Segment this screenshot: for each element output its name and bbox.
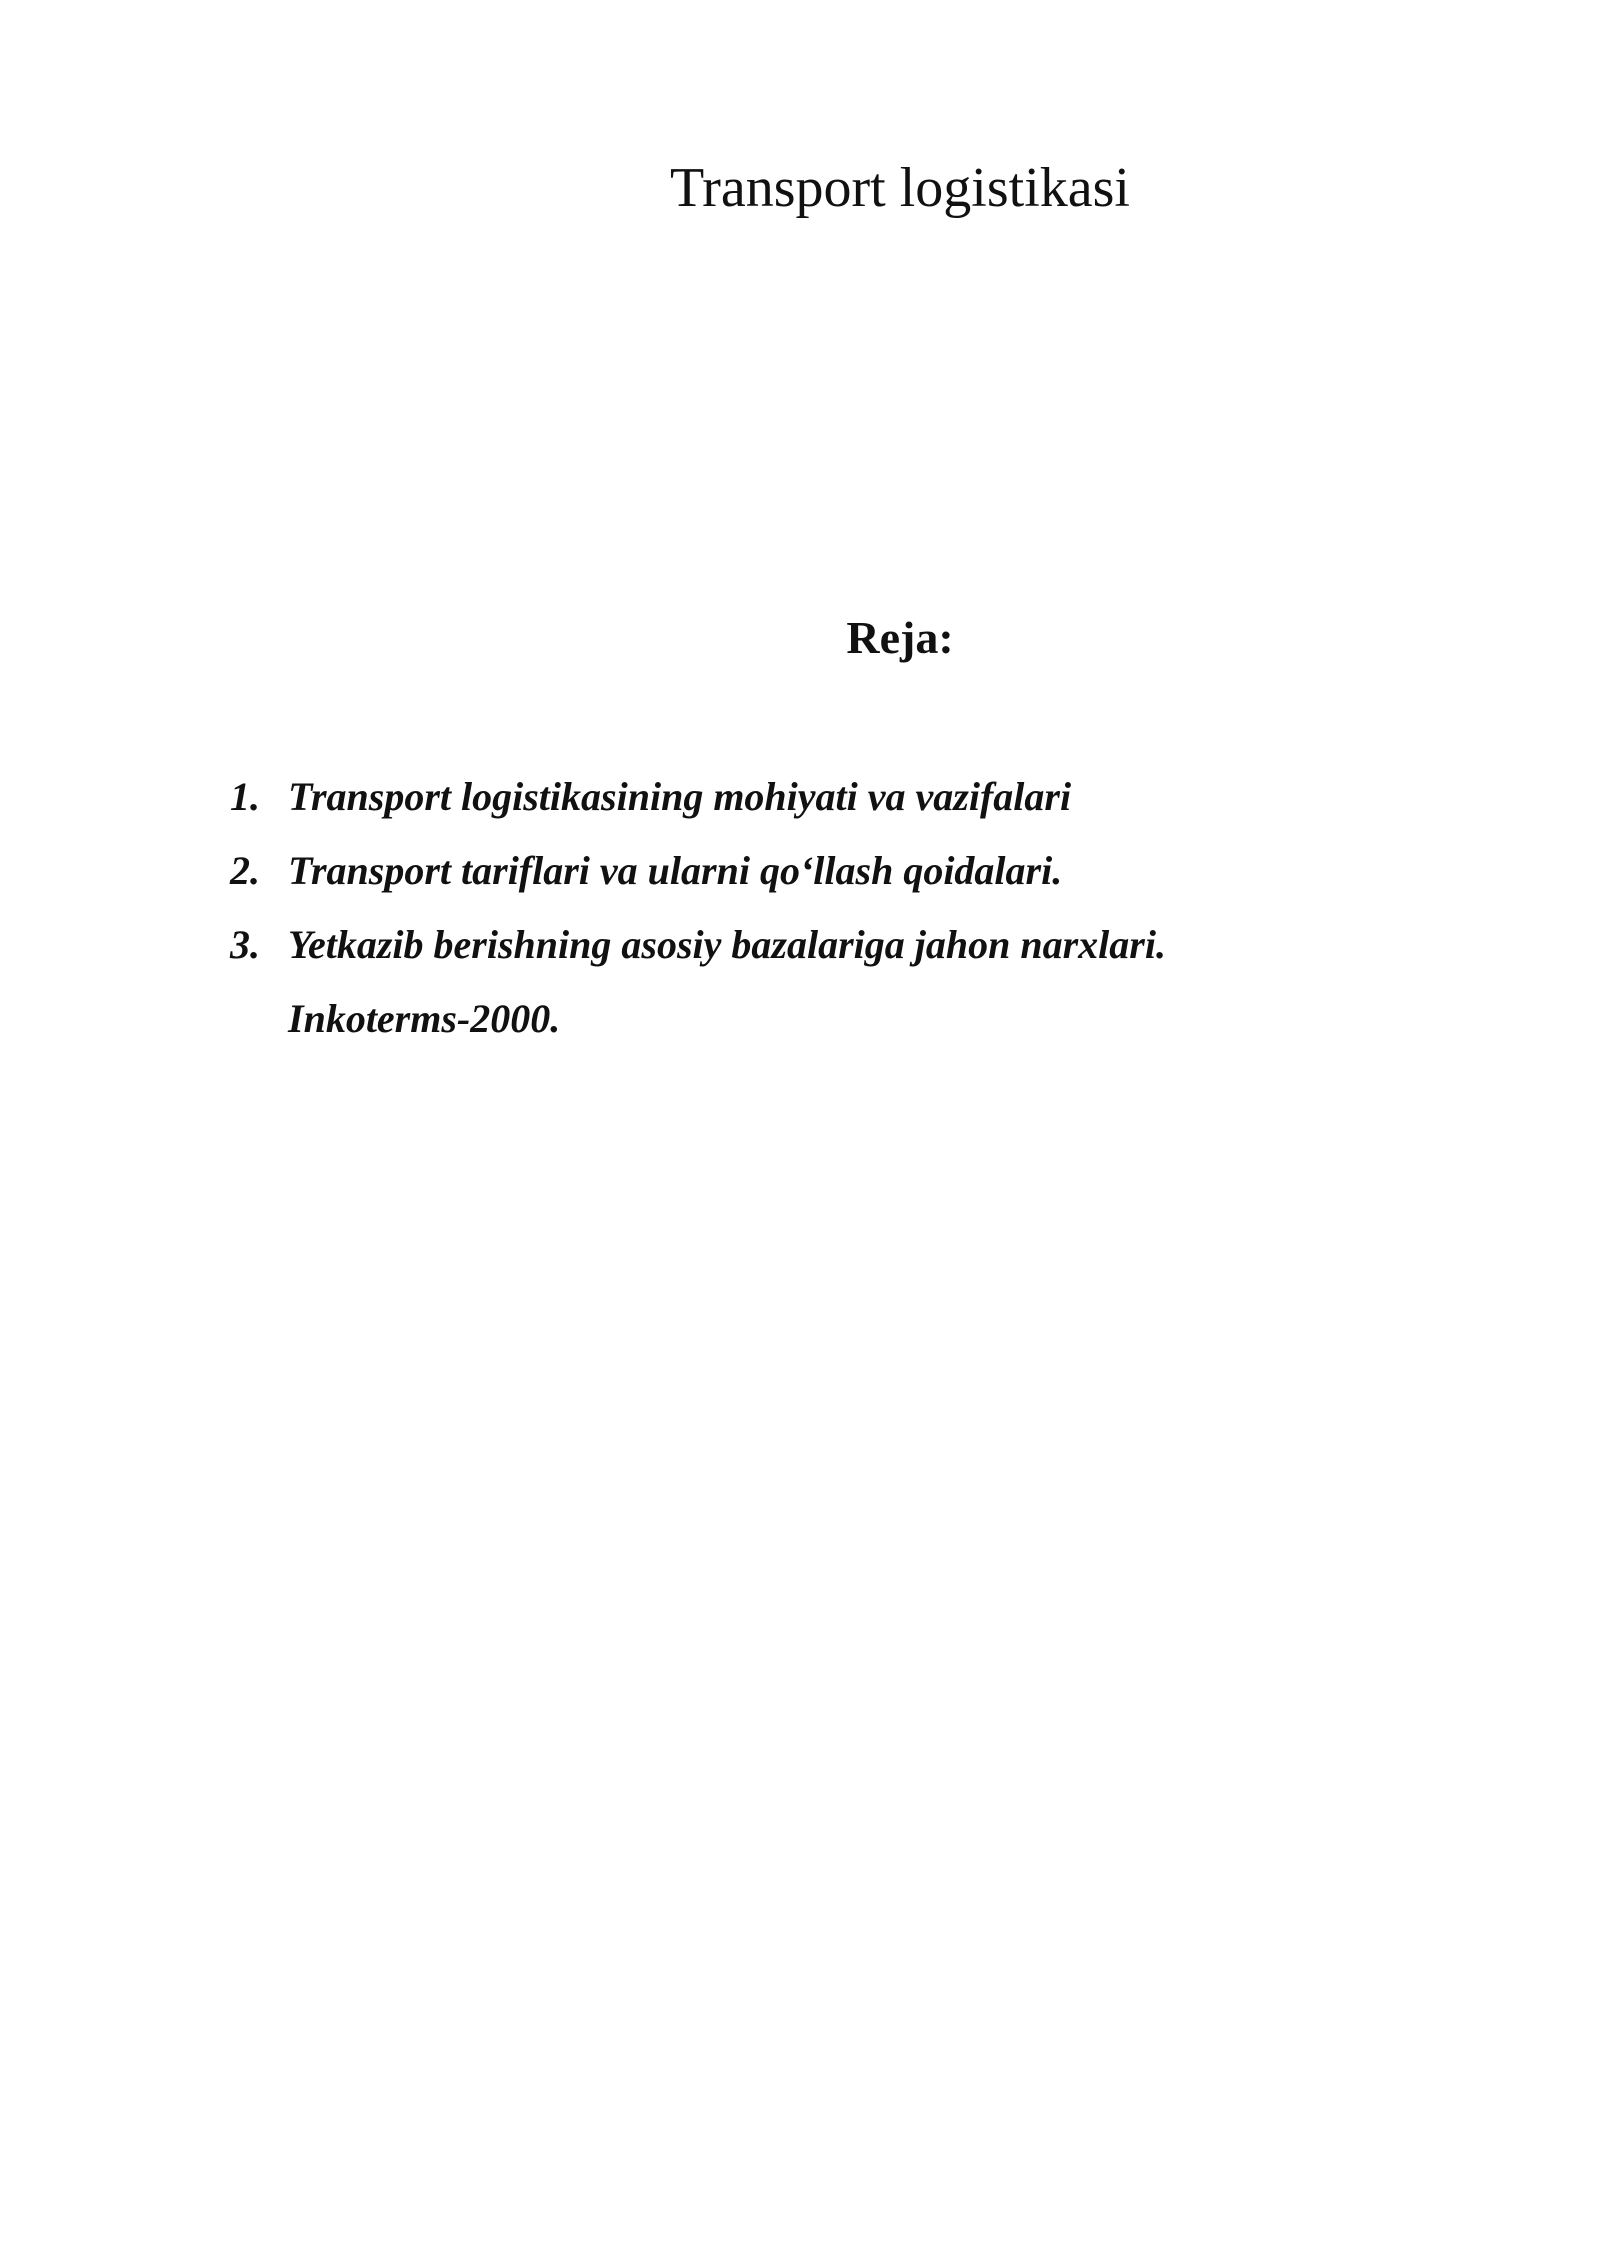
plan-item-number: 3. [230,922,260,967]
plan-item-number: 2. [230,848,260,893]
plan-item-number: 1. [230,774,260,819]
plan-heading: Reja: [846,612,954,663]
plan-item-text: Transport logistikasining mohiyati va vazifalari [288,774,1072,819]
plan-list [230,760,1430,1056]
plan-item-1 [230,760,1430,834]
plan-item-text: Yetkazib berishning asosiy bazalariga jahon narxlari. Inkoterms-2000. [288,922,1166,1041]
plan-item-2 [230,834,1430,908]
plan-item-text: Transport tariflari va ularni qo‘llash qoidalari. [288,848,1063,893]
document-title: Transport logistikasi [670,157,1130,219]
plan-item-3 [230,908,1430,1056]
